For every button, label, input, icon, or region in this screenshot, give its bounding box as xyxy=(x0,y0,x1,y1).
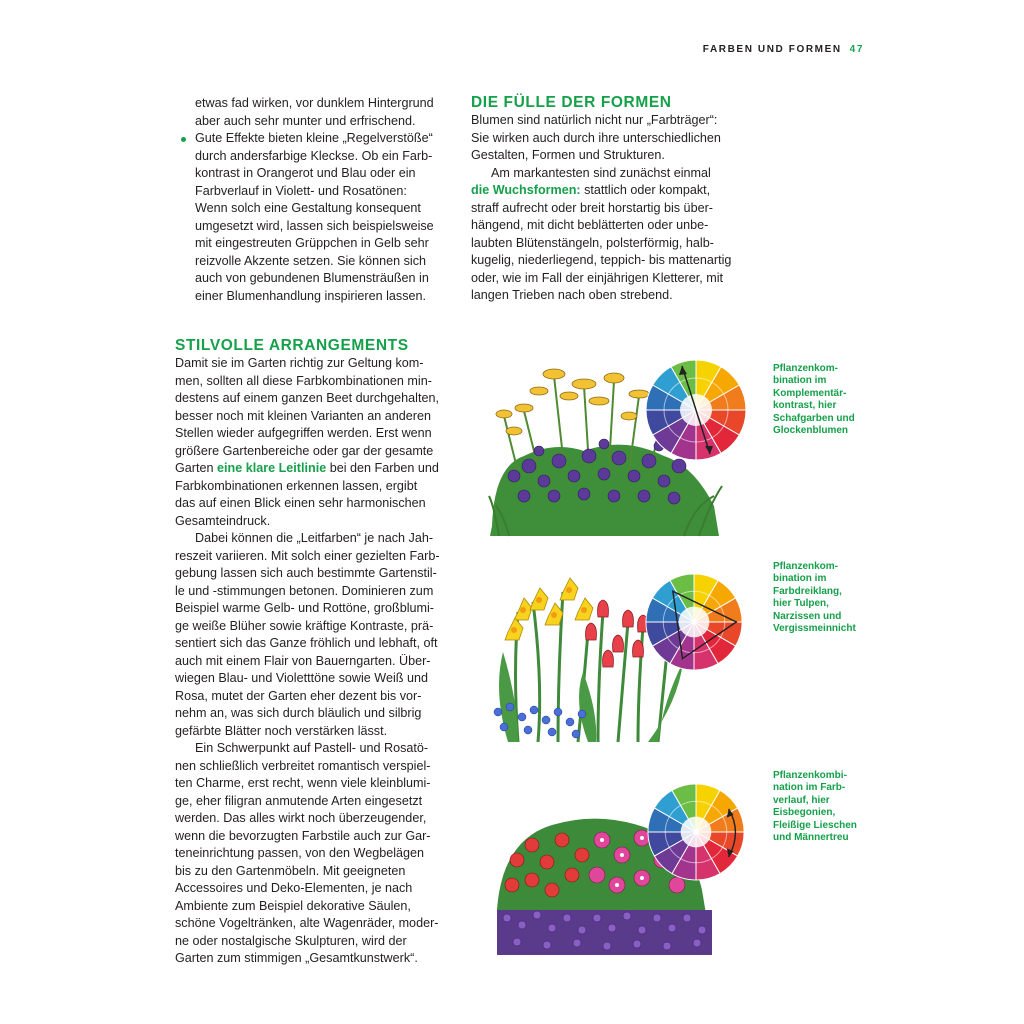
text-line: nehm an, was sich durch bläulich und silbrig xyxy=(175,706,422,720)
text-line: nen schließlich verbreitet romantisch verspiel- xyxy=(175,758,431,773)
caption-line: und Männertreu xyxy=(773,832,849,844)
text-line: wiegen Blau- und Violetttöne sowie Weiß und xyxy=(175,671,428,685)
text-line: Farbverlauf in Violett- und Rosatönen: xyxy=(195,183,407,198)
highlight-wuchsformen: die Wuchsformen: xyxy=(471,183,581,197)
text-line: men, sollten all diese Farbkombinationen min- xyxy=(175,373,432,388)
caption-complementary xyxy=(773,363,883,437)
text-line: Farbkombinationen erkennen lassen, ergibt xyxy=(175,478,418,493)
text-line: Sie wirken auch durch ihre unterschiedlichen xyxy=(471,130,721,145)
color-wheel-icon xyxy=(644,572,744,672)
text-line: ten Charme, erst recht, wenn viele kleinblumi- xyxy=(175,776,431,790)
text-line: Beispiel warme Gelb- und Rottöne, großblumi- xyxy=(175,601,434,615)
text-line: Garten zum stimmigen „Gesamtkunstwerk“. xyxy=(175,951,418,965)
text-line: umgesetzt wird, lassen sich beispielsweise xyxy=(195,218,434,233)
caption-gradient xyxy=(773,770,883,844)
text-fragment: bei den Farben und xyxy=(326,461,439,475)
text-line: Gestalten, Formen und Strukturen. xyxy=(471,148,665,162)
text-line: einer Blumenhandlung inspirieren lassen. xyxy=(195,288,427,303)
bullet-dot-icon xyxy=(181,137,186,142)
text-line: Am markantesten sind zunächst einmal xyxy=(491,165,711,180)
text-line: Blumen sind natürlich nicht nur „Farbträger“: xyxy=(471,113,718,127)
text-line: oder, wie im Fall der einjährigen Kletterer, mit xyxy=(471,270,723,285)
text-line: destens auf einem ganzen Beet durchgehalten, xyxy=(175,391,439,405)
caption-line: kontrast, hier xyxy=(773,400,837,412)
text-line: Ambiente zum Beispiel dekorative Säulen, xyxy=(175,898,411,913)
caption-line: Glockenblumen xyxy=(773,425,849,437)
caption-line: nation im Farb- xyxy=(773,782,846,794)
text-line: Wenn solch eine Gestaltung konsequent xyxy=(195,201,421,215)
caption-line: hier Tulpen, xyxy=(773,598,829,610)
caption-line: Pflanzenkombi- xyxy=(773,770,847,781)
caption-line: Farbdreiklang, xyxy=(773,585,842,597)
text-line: straff aufrecht oder breit horstartig bis über- xyxy=(471,200,713,215)
section-heading-arrangements: STILVOLLE ARRANGEMENTS xyxy=(175,337,409,354)
text-line: Damit sie im Garten richtig zur Geltung kom- xyxy=(175,356,424,370)
text-line: mit eingestreuten Grüppchen in Gelb sehr xyxy=(195,236,429,250)
text-line: Accessoires und Deko-Elementen, je nach xyxy=(175,881,413,895)
text-line: reizvolle Akzente setzen. Sie können sich xyxy=(195,253,427,268)
color-wheel-icon xyxy=(646,782,746,882)
text-line: werden. Das alles wirkt noch überzeugender, xyxy=(175,811,427,825)
section-heading-formen: DIE FÜLLE DER FORMEN xyxy=(471,94,672,111)
section-title: FARBEN UND FORMEN xyxy=(702,44,842,55)
text-line: wenn die bevorzugten Farbstile auch zur Gar- xyxy=(175,828,431,843)
caption-line: Pflanzenkom- xyxy=(773,363,839,374)
text-line: teneinrichtung passen, von den Wegbelägen xyxy=(175,846,425,860)
highlight-leitlinie: eine klare Leitlinie xyxy=(217,461,327,475)
text-line: laubten Blütenstängeln, polsterförmig, halb- xyxy=(471,235,714,250)
color-wheel-svg-3 xyxy=(646,782,746,882)
text-line: langen Trieben nach oben strebend. xyxy=(471,288,673,302)
text-line: aber auch sehr munter und erfrischend. xyxy=(195,113,416,128)
color-wheel-svg-1 xyxy=(644,358,748,462)
caption-line: Pflanzenkom- xyxy=(773,561,839,572)
caption-line: bination im xyxy=(773,573,827,585)
caption-line: Fleißige Lieschen xyxy=(773,819,857,831)
text-line: le und -stimmungen betonen. Dominieren zum xyxy=(175,583,434,598)
caption-line: Schafgarben und xyxy=(773,412,855,424)
text-line: besser noch mit kleinen Varianten an anderen xyxy=(175,408,432,423)
text-line: etwas fad wirken, vor dunklem Hintergrund xyxy=(195,96,434,110)
text-line: Dabei können die „Leitfarben“ je nach Jah- xyxy=(195,531,434,545)
text-line xyxy=(175,460,465,478)
bullet-list xyxy=(175,130,465,305)
text-line: ge, eher filigran anmutende Arten eingesetzt xyxy=(175,793,423,808)
caption-line: Vergissmeinnicht xyxy=(773,623,856,635)
text-line: bis zu den Gartenmöbeln. Mit geeigneten xyxy=(175,863,406,878)
text-line: sentiert sich das Ganze fröhlich und lebhaft, oft xyxy=(175,636,438,650)
caption-line: verlauf, hier xyxy=(773,794,830,806)
text-line: schöne Vogeltränken, alte Wagenräder, moder- xyxy=(175,916,439,930)
caption-line: Narzissen und xyxy=(773,610,842,622)
right-top-column xyxy=(471,93,771,305)
caption-line: Komplementär- xyxy=(773,387,847,399)
text-line: Ein Schwerpunkt auf Pastell- und Rosatö- xyxy=(195,741,429,755)
caption-line: Eisbegonien, xyxy=(773,807,836,819)
text-line: kugelig, niederliegend, teppich- bis mattenartig xyxy=(471,253,732,267)
text-line: größere Gartenbereiche oder gar der gesamte xyxy=(175,443,434,458)
running-head xyxy=(703,44,864,55)
text-line: hängend, mit dicht beblätterten oder unbe- xyxy=(471,218,709,232)
text-line: Rosa, mutet der Garten eher dezent bis vor- xyxy=(175,688,422,703)
text-line: Gute Effekte bieten kleine „Regelverstöße“ xyxy=(195,131,433,145)
text-line: Stellen wieder aufgegriffen werden. Erst wenn xyxy=(175,426,432,440)
text-fragment: stattlich oder kompakt, xyxy=(580,183,711,197)
text-line: gebung lassen sich auch bestimmte Gartenstil- xyxy=(175,566,437,580)
text-line xyxy=(471,182,771,200)
text-line: durch andersfarbige Kleckse. Ob ein Farb- xyxy=(195,148,433,163)
text-line: auch mit einem Flair von Bauerngarten. Über- xyxy=(175,653,431,668)
text-line: auch von gebundenen Blumensträußen in xyxy=(195,271,429,285)
text-line: kontrast in Orangerot und Blau oder ein xyxy=(195,166,416,180)
text-line: gefärbte Blätter noch verstärken lässt. xyxy=(175,723,388,738)
caption-triad xyxy=(773,561,883,635)
text-line: ne oder nostalgische Skulpturen, wird der xyxy=(175,933,407,948)
text-line: reszeit variieren. Mit solch einer gezielten Farb- xyxy=(175,548,440,563)
text-line: ge weiße Blüher sowie kräftige Kontraste, prä- xyxy=(175,618,434,633)
text-fragment: Garten xyxy=(175,461,217,475)
left-main-column xyxy=(175,336,465,968)
text-line: Gesamteindruck. xyxy=(175,513,271,528)
bullet-item xyxy=(175,130,465,305)
color-wheel-icon xyxy=(644,358,748,462)
left-top-column xyxy=(175,95,465,305)
color-wheel-svg-2 xyxy=(644,572,744,672)
page-number: 47 xyxy=(849,44,864,55)
text-line: das auf einen Blick einen sehr harmonischen xyxy=(175,496,426,510)
caption-line: bination im xyxy=(773,375,827,387)
